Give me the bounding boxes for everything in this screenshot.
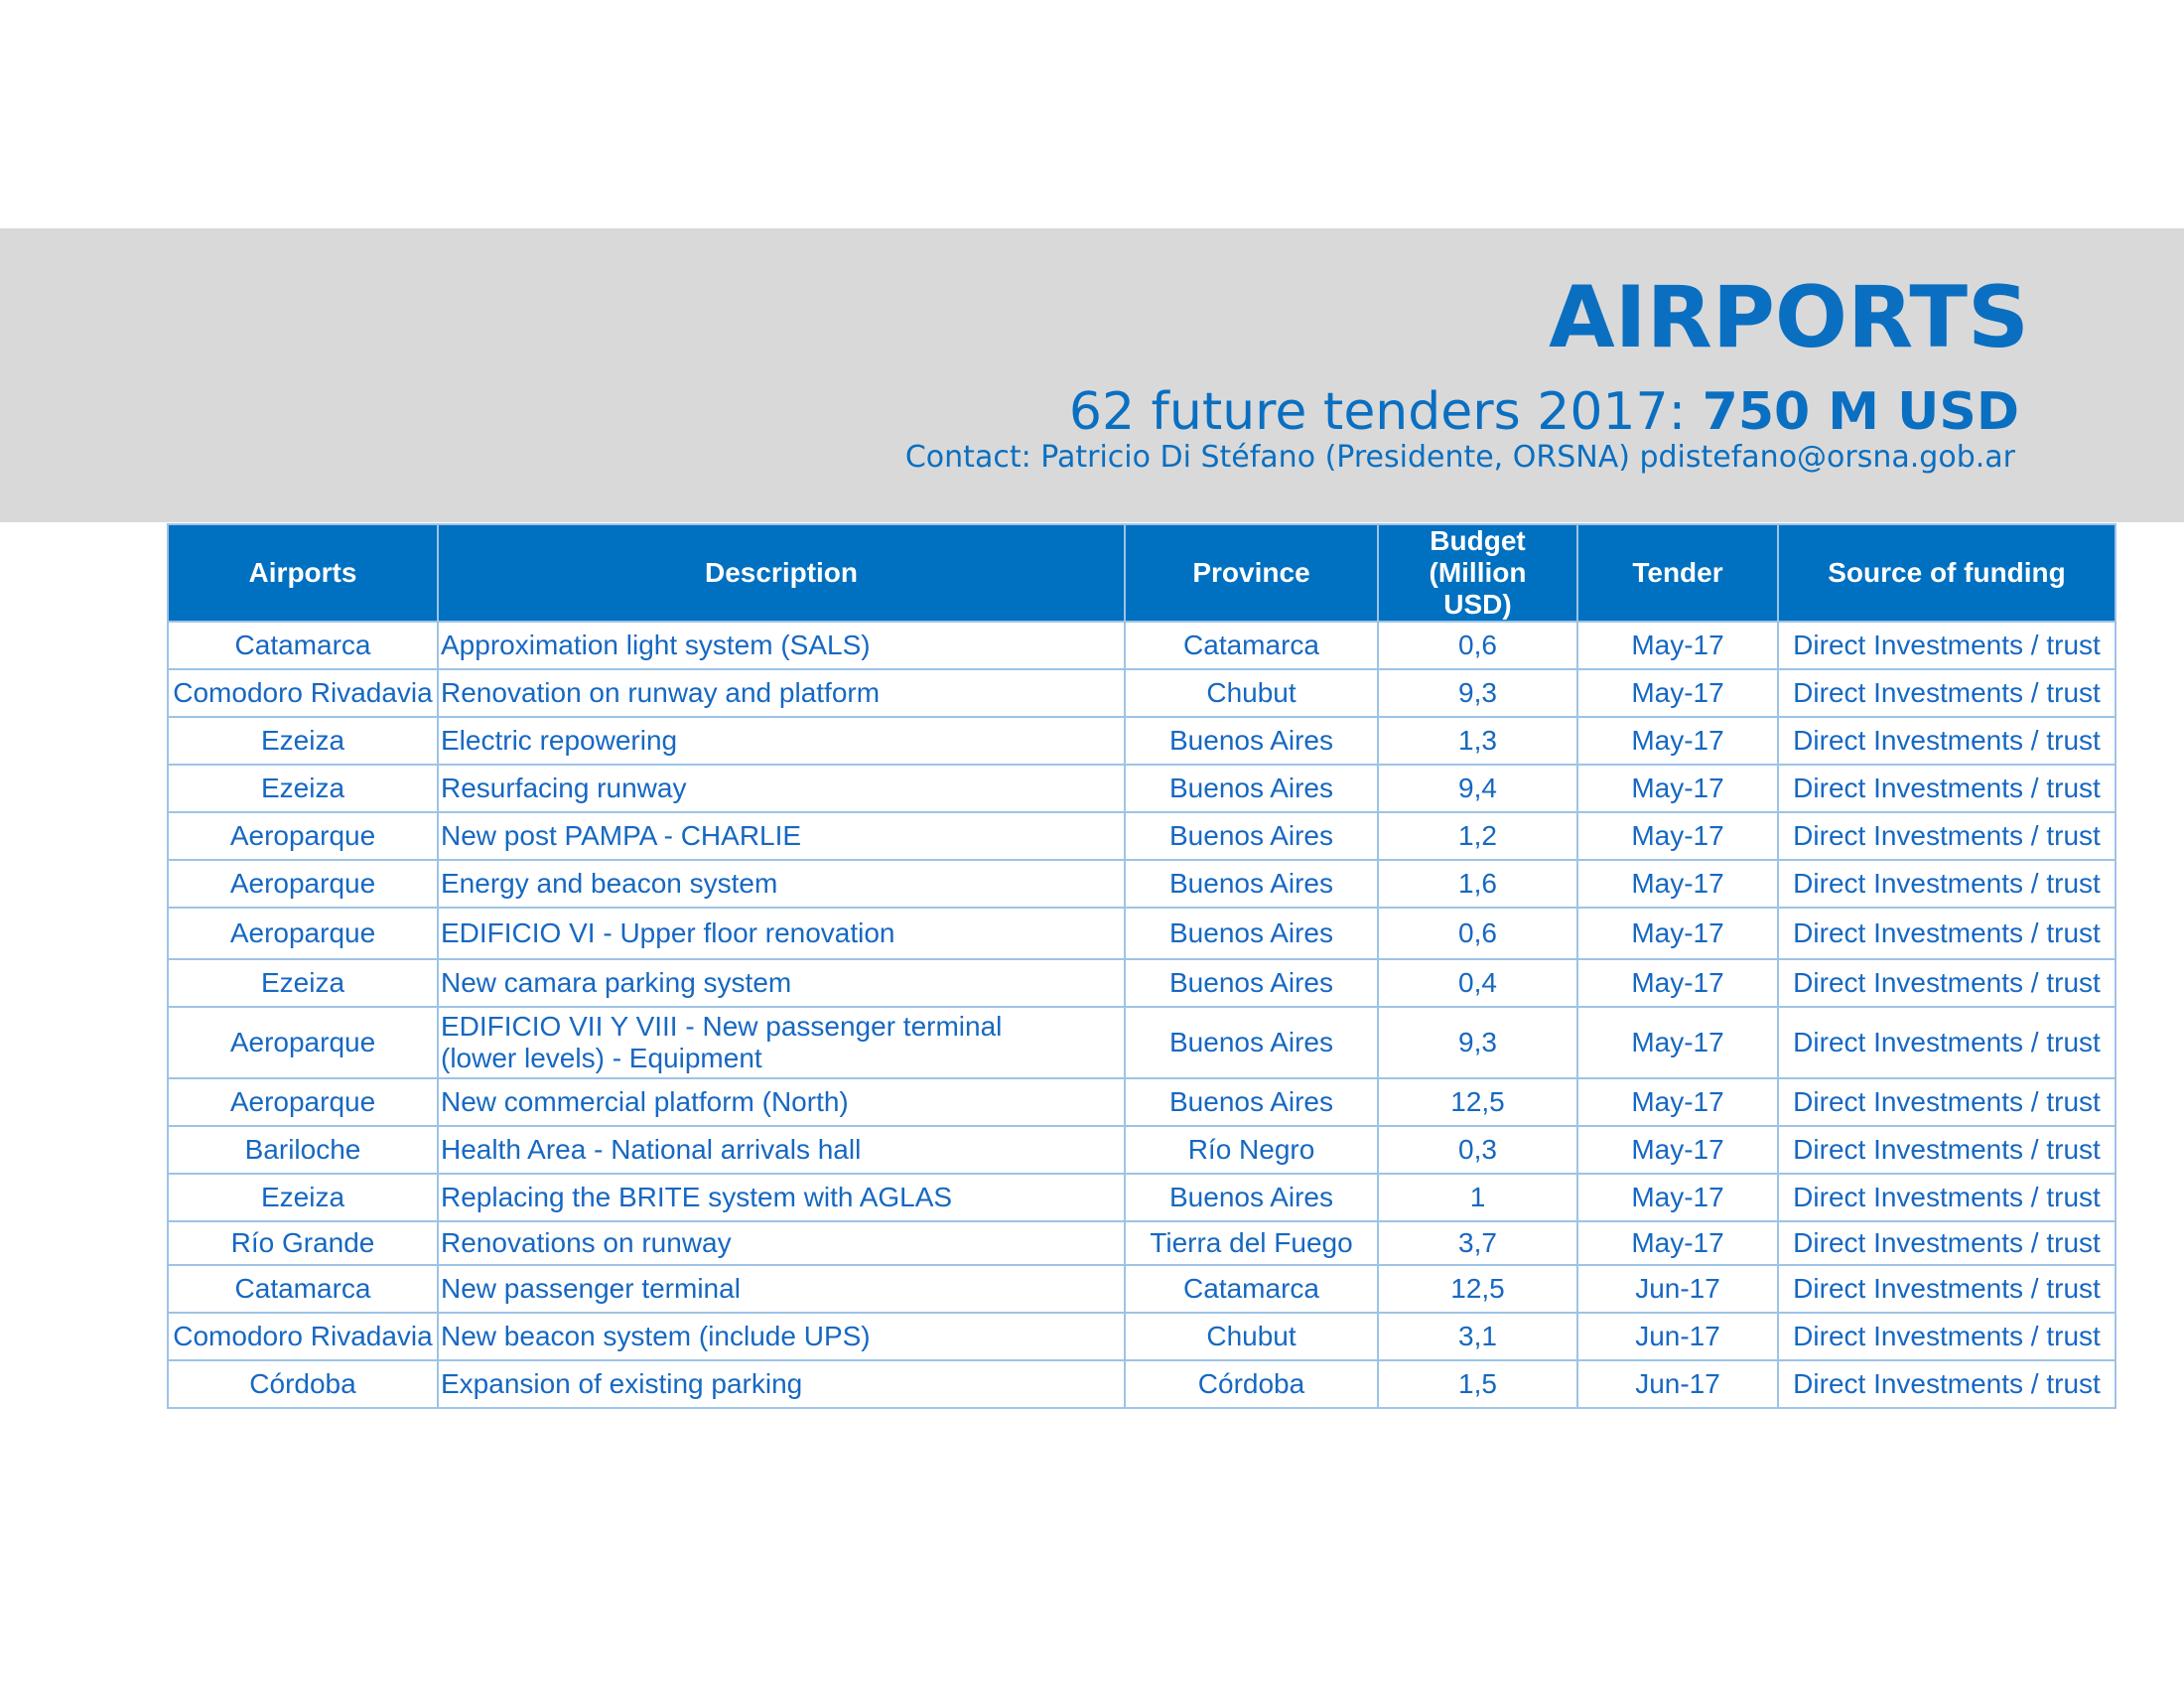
source-of-funding-cell: Direct Investments / trust: [1778, 765, 2116, 812]
tender-cell: May-17: [1577, 622, 1778, 669]
tender-cell: May-17: [1577, 959, 1778, 1007]
budget-cell: 3,1: [1378, 1313, 1577, 1360]
tender-cell: May-17: [1577, 765, 1778, 812]
province-cell: Catamarca: [1125, 1265, 1378, 1313]
tender-cell: May-17: [1577, 717, 1778, 765]
province-cell: Buenos Aires: [1125, 1007, 1378, 1078]
table-row: [168, 860, 2116, 908]
description-cell: Expansion of existing parking: [438, 1360, 1125, 1408]
description-cell: Energy and beacon system: [438, 860, 1125, 908]
budget-cell: 0,4: [1378, 959, 1577, 1007]
column-header-province: Province: [1125, 524, 1378, 622]
description-cell: Resurfacing runway: [438, 765, 1125, 812]
airport-cell: Ezeiza: [168, 765, 438, 812]
airport-cell: Aeroparque: [168, 812, 438, 860]
table-header: [168, 524, 2116, 622]
province-cell: Buenos Aires: [1125, 908, 1378, 959]
budget-cell: 12,5: [1378, 1078, 1577, 1126]
budget-cell: 0,3: [1378, 1126, 1577, 1174]
description-cell: New post PAMPA - CHARLIE: [438, 812, 1125, 860]
description-cell: Replacing the BRITE system with AGLAS: [438, 1174, 1125, 1221]
table-row: [168, 1221, 2116, 1265]
table-row: [168, 959, 2116, 1007]
description-cell: EDIFICIO VI - Upper floor renovation: [438, 908, 1125, 959]
airport-cell: Catamarca: [168, 622, 438, 669]
table-row: [168, 1360, 2116, 1408]
source-of-funding-cell: Direct Investments / trust: [1778, 1221, 2116, 1265]
contact-line: Contact: Patricio Di Stéfano (Presidente, ORSNA) pdistefano@orsna.gob.ar: [904, 440, 2015, 475]
budget-cell: 9,3: [1378, 669, 1577, 717]
province-cell: Buenos Aires: [1125, 860, 1378, 908]
source-of-funding-cell: Direct Investments / trust: [1778, 1360, 2116, 1408]
tender-cell: May-17: [1577, 812, 1778, 860]
tender-cell: May-17: [1577, 908, 1778, 959]
tender-cell: Jun-17: [1577, 1360, 1778, 1408]
description-cell: New passenger terminal: [438, 1265, 1125, 1313]
airport-cell: Bariloche: [168, 1126, 438, 1174]
source-of-funding-cell: Direct Investments / trust: [1778, 717, 2116, 765]
airport-cell: Ezeiza: [168, 959, 438, 1007]
source-of-funding-cell: Direct Investments / trust: [1778, 1313, 2116, 1360]
table-row: [168, 1126, 2116, 1174]
tender-cell: May-17: [1577, 1126, 1778, 1174]
source-of-funding-cell: Direct Investments / trust: [1778, 1078, 2116, 1126]
column-header-tender: Tender: [1577, 524, 1778, 622]
budget-cell: 1: [1378, 1174, 1577, 1221]
table-row: [168, 717, 2116, 765]
description-cell: Renovation on runway and platform: [438, 669, 1125, 717]
source-of-funding-cell: Direct Investments / trust: [1778, 908, 2116, 959]
description-cell: New commercial platform (North): [438, 1078, 1125, 1126]
province-cell: Tierra del Fuego: [1125, 1221, 1378, 1265]
airport-cell: Río Grande: [168, 1221, 438, 1265]
tenders-table: [167, 523, 2116, 1409]
province-cell: Buenos Aires: [1125, 812, 1378, 860]
airport-cell: Catamarca: [168, 1265, 438, 1313]
subtitle-text: 62 future tenders 2017:: [1068, 382, 1703, 442]
airport-cell: Aeroparque: [168, 860, 438, 908]
source-of-funding-cell: Direct Investments / trust: [1778, 1174, 2116, 1221]
budget-cell: 3,7: [1378, 1221, 1577, 1265]
province-cell: Buenos Aires: [1125, 959, 1378, 1007]
table-row: [168, 1078, 2116, 1126]
tender-cell: May-17: [1577, 860, 1778, 908]
budget-cell: 9,3: [1378, 1007, 1577, 1078]
airport-cell: Comodoro Rivadavia: [168, 669, 438, 717]
budget-cell: 1,2: [1378, 812, 1577, 860]
airport-cell: Ezeiza: [168, 717, 438, 765]
province-cell: Córdoba: [1125, 1360, 1378, 1408]
table-row: [168, 812, 2116, 860]
province-cell: Buenos Aires: [1125, 717, 1378, 765]
tender-cell: May-17: [1577, 1174, 1778, 1221]
budget-cell: 9,4: [1378, 765, 1577, 812]
column-header-source-of-funding: Source of funding: [1778, 524, 2116, 622]
airport-cell: Aeroparque: [168, 1007, 438, 1078]
source-of-funding-cell: Direct Investments / trust: [1778, 959, 2116, 1007]
province-cell: Catamarca: [1125, 622, 1378, 669]
budget-cell: 0,6: [1378, 622, 1577, 669]
province-cell: Buenos Aires: [1125, 1078, 1378, 1126]
source-of-funding-cell: Direct Investments / trust: [1778, 1126, 2116, 1174]
airport-cell: Comodoro Rivadavia: [168, 1313, 438, 1360]
tender-cell: May-17: [1577, 1078, 1778, 1126]
table-row: [168, 765, 2116, 812]
table-row: [168, 1313, 2116, 1360]
table-body: [168, 622, 2116, 1408]
column-header-airports: Airports: [168, 524, 438, 622]
source-of-funding-cell: Direct Investments / trust: [1778, 860, 2116, 908]
source-of-funding-cell: Direct Investments / trust: [1778, 669, 2116, 717]
source-of-funding-cell: Direct Investments / trust: [1778, 1007, 2116, 1078]
table-row: [168, 1174, 2116, 1221]
column-header-description: Description: [438, 524, 1125, 622]
budget-cell: 0,6: [1378, 908, 1577, 959]
province-cell: Buenos Aires: [1125, 765, 1378, 812]
description-cell: Electric repowering: [438, 717, 1125, 765]
source-of-funding-cell: Direct Investments / trust: [1778, 1265, 2116, 1313]
tender-cell: May-17: [1577, 1007, 1778, 1078]
tender-cell: Jun-17: [1577, 1313, 1778, 1360]
description-cell: Approximation light system (SALS): [438, 622, 1125, 669]
table-row: [168, 669, 2116, 717]
budget-cell: 1,6: [1378, 860, 1577, 908]
header-row: [168, 524, 2116, 622]
tender-cell: Jun-17: [1577, 1265, 1778, 1313]
description-cell: New beacon system (include UPS): [438, 1313, 1125, 1360]
page-subtitle: [1069, 380, 2019, 444]
table-row: [168, 622, 2116, 669]
table-row: [168, 1007, 2116, 1078]
province-cell: Buenos Aires: [1125, 1174, 1378, 1221]
table-row: [168, 1265, 2116, 1313]
column-header-budget: Budget (Million USD): [1378, 524, 1577, 622]
budget-cell: 1,5: [1378, 1360, 1577, 1408]
airport-cell: Aeroparque: [168, 1078, 438, 1126]
description-cell: Renovations on runway: [438, 1221, 1125, 1265]
province-cell: Chubut: [1125, 669, 1378, 717]
subtitle-amount: 750 M USD: [1702, 382, 2019, 442]
airport-cell: Córdoba: [168, 1360, 438, 1408]
description-cell: Health Area - National arrivals hall: [438, 1126, 1125, 1174]
description-cell: New camara parking system: [438, 959, 1125, 1007]
budget-cell: 12,5: [1378, 1265, 1577, 1313]
airport-cell: Aeroparque: [168, 908, 438, 959]
province-cell: Chubut: [1125, 1313, 1378, 1360]
tender-cell: May-17: [1577, 669, 1778, 717]
page-title: AIRPORTS: [1549, 268, 2029, 367]
source-of-funding-cell: Direct Investments / trust: [1778, 812, 2116, 860]
source-of-funding-cell: Direct Investments / trust: [1778, 622, 2116, 669]
tender-cell: May-17: [1577, 1221, 1778, 1265]
province-cell: Río Negro: [1125, 1126, 1378, 1174]
airport-cell: Ezeiza: [168, 1174, 438, 1221]
budget-cell: 1,3: [1378, 717, 1577, 765]
table-row: [168, 908, 2116, 959]
description-cell: EDIFICIO VII Y VIII - New passenger terminal (lower levels) - Equipment: [438, 1007, 1125, 1078]
